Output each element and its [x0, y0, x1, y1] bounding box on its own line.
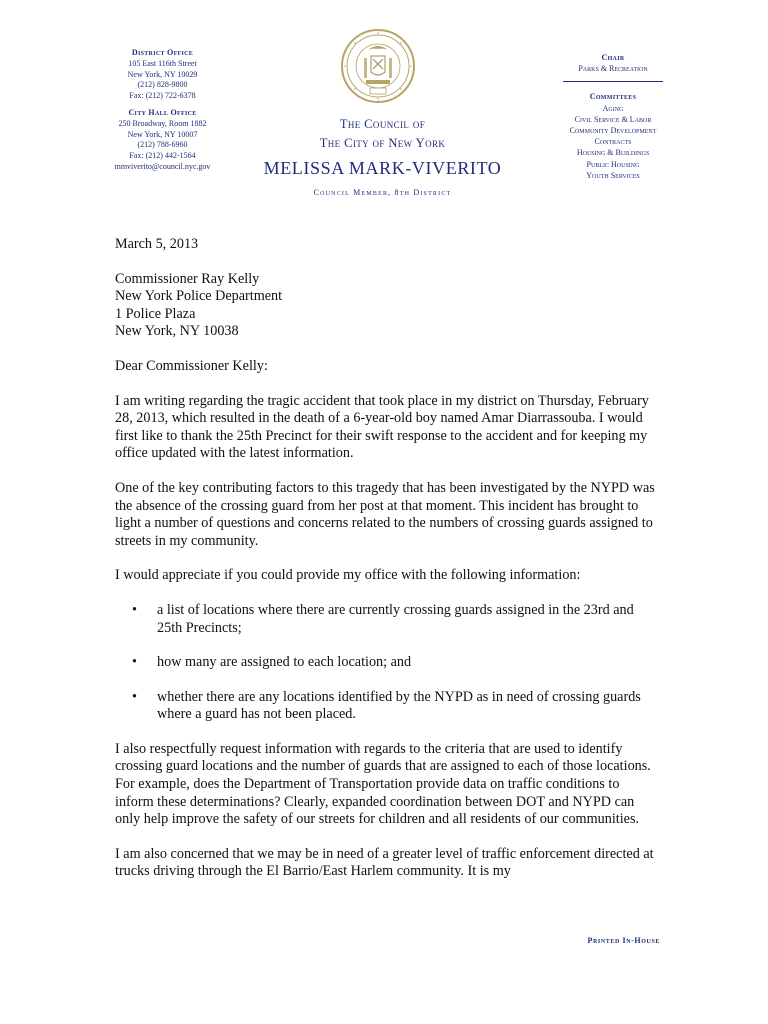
paragraph: One of the key contributing factors to this tragedy that has been investigated by the NYPD was the absence of the crossing guard from her post at that moment. This incident has brought to light a number of questions and concerns related to the numbers of crossing guards assigned to streets in my community.: [115, 479, 655, 549]
committee-item: Youth Services: [586, 170, 640, 180]
chair-item: Parks & Recreation: [578, 64, 648, 74]
committee-item: Contracts: [594, 137, 632, 147]
paragraph: I would appreciate if you could provide my office with the following information:: [115, 567, 581, 584]
committee-item: Housing & Buildings: [576, 148, 650, 158]
city-hall-office-heading: City Hall Office: [128, 107, 197, 117]
list-item: • whether there are any locations identified by the NYPD as in need of crossing guards where a guard has not been placed.: [132, 688, 641, 723]
committees-heading: Committees: [589, 92, 637, 102]
committee-list: [548, 52, 678, 181]
recipient-line: 1 Police Plaza: [115, 305, 196, 322]
recipient-line: New York Police Department: [115, 288, 283, 305]
recipient-line: New York, NY 10038: [115, 323, 239, 340]
list-item: • how many are assigned to each location; and: [132, 654, 412, 671]
city-hall-office-phone: (212) 788-6960: [137, 140, 188, 150]
paragraph: I am also concerned that we may be in need of a greater level of traffic enforcement directed at trucks driving through the El Barrio/East Harlem community. It is my: [115, 845, 654, 880]
request-list: [115, 602, 660, 724]
district-office-heading: District Office: [131, 48, 194, 57]
salutation: Dear Commissioner Kelly:: [115, 357, 268, 374]
letter-body: [115, 236, 660, 898]
district-office-line: New York, NY 10029: [127, 69, 198, 79]
committee-item: Aging: [602, 103, 624, 113]
city-hall-office-line: 250 Broadway, Room 1882: [118, 118, 207, 128]
city-hall-office-line: New York, NY 10007: [127, 129, 198, 139]
city-hall-office-fax: Fax: (212) 442-1564: [129, 151, 196, 161]
member-name: MELISSA MARK-VIVERITO: [263, 158, 502, 178]
email-address: mmviverito@council.nyc.gov: [114, 161, 211, 171]
district-office-line: 105 East 116th Street: [128, 58, 197, 68]
paragraph: I am writing regarding the tragic accident that took place in my district on Thursday, February 28, 2013, which resulted in the death of a 6-year-old boy named Amar Diarrassouba. I would first like to thank the 25th Precinct for their swift response to the accident and for keeping my office updated with the latest information.: [115, 392, 649, 462]
committee-item: Public Housing: [586, 159, 640, 169]
committee-item: Community Development: [569, 126, 657, 136]
list-item: • a list of locations where there are currently crossing guards assigned in the 23rd and 25th Precincts;: [132, 601, 634, 636]
divider: [563, 81, 663, 82]
council-line-1: The Council of: [339, 117, 426, 131]
chair-heading: Chair: [601, 53, 625, 62]
committee-item: Civil Service & Labor: [574, 114, 652, 124]
council-header: [230, 115, 535, 197]
council-line-2: The City of New York: [319, 136, 446, 150]
letter-date: March 5, 2013: [115, 236, 199, 252]
city-seal-icon: [340, 28, 416, 104]
recipient-line: Commissioner Ray Kelly: [115, 270, 260, 287]
office-addresses: [100, 48, 225, 173]
member-title: Council Member, 8th District: [313, 188, 452, 197]
district-office-fax: Fax: (212) 722-6378: [129, 91, 196, 101]
paragraph: I also respectfully request information with regards to the criteria that are used to identify crossing guard locations and the number of guards that are assigned to each of those locations. For example, does the Department of Transportation provide data on traffic conditions to inform these determinations? Clearly, expanded coordination between DOT and NYPD can only help improve the safety of our streets for children and all residents of our communities.: [115, 740, 651, 828]
recipient-address: [115, 271, 660, 341]
district-office-phone: (212) 828-9800: [137, 80, 188, 90]
printed-in-house-mark: Printed In-House: [587, 936, 660, 945]
